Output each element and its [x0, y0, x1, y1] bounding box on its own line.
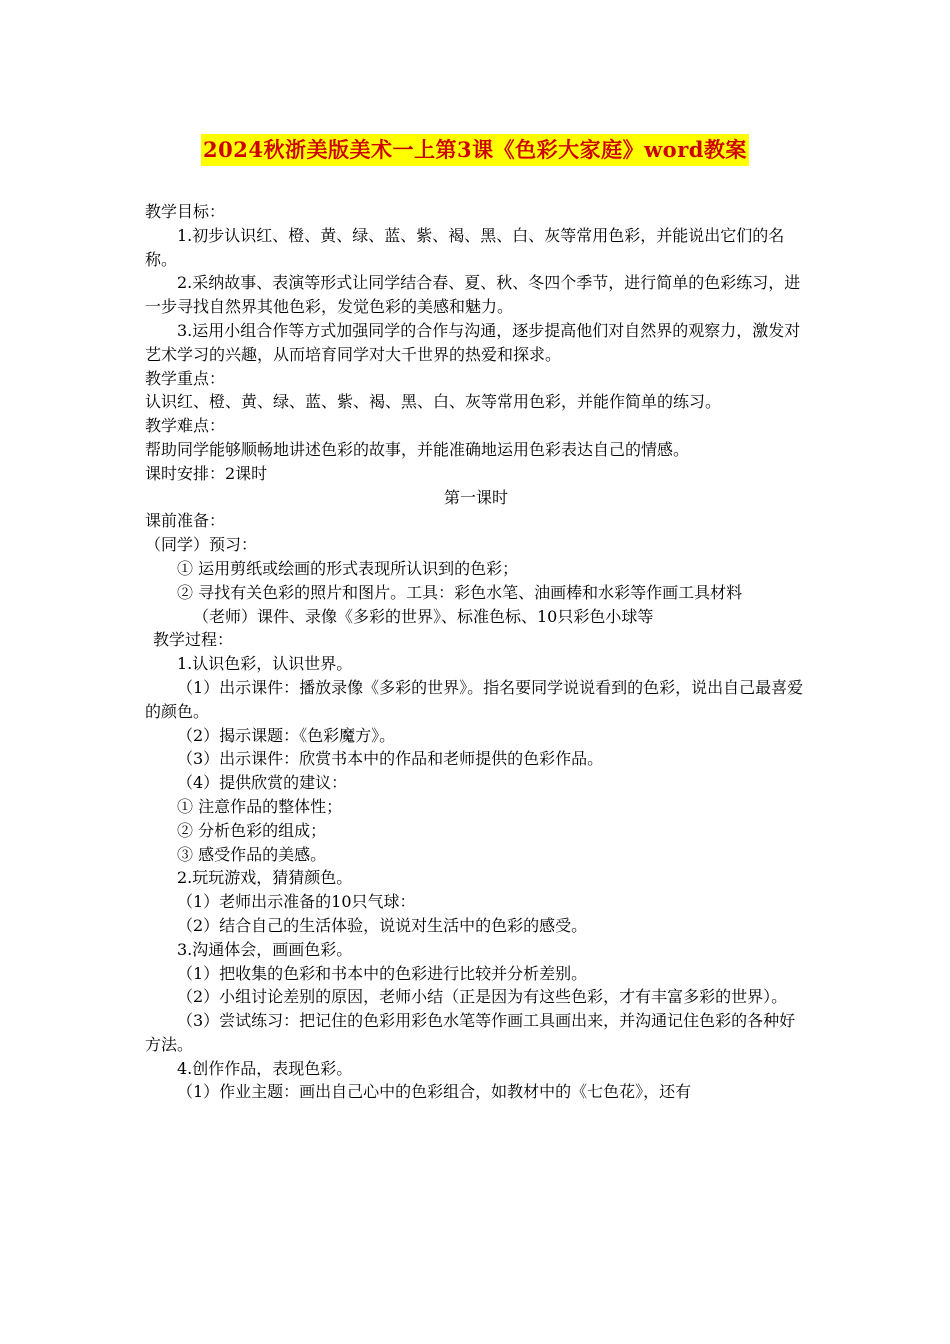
- paragraph: ② 寻找有关色彩的照片和图片。工具：彩色水笔、油画棒和水彩等作画工具材料: [177, 582, 743, 602]
- paragraph: （老师）课件、录像《多彩的世界》、标准色标、10只彩色小球等: [193, 606, 654, 626]
- document-body: [145, 200, 807, 1104]
- paragraph: 3.运用小组合作等方式加强同学的合作与沟通，逐步提高他们对自然界的观察力，激发对艺术学习的兴趣，从而培育同学对大千世界的热爱和探求。: [145, 320, 801, 364]
- paragraph: （3）尝试练习：把记住的色彩用彩色水笔等作画工具画出来，并沟通记住色彩的各种好方法。: [145, 1011, 796, 1054]
- paragraph: （1）老师出示准备的10只气球：: [177, 892, 416, 912]
- paragraph: 1.初步认识红、橙、黄、绿、蓝、紫、褐、黑、白、灰等常用色彩，并能说出它们的名称。: [145, 225, 785, 269]
- paragraph: （同学）预习：: [145, 535, 258, 555]
- paragraph: （1）出示课件：播放录像《多彩的世界》。指名要同学说说看到的色彩，说出自己最喜爱的颜色。: [145, 677, 804, 721]
- paragraph: （2）小组讨论差别的原因，老师小结（正是因为有这些色彩，才有丰富多彩的世界）。: [177, 987, 788, 1007]
- paragraph: （2）揭示课题：《色彩魔方》。: [177, 725, 396, 745]
- paragraph: 教学重点：: [145, 368, 226, 388]
- paragraph: 课时安排：2课时: [145, 463, 268, 483]
- title-wrap: [0, 134, 950, 170]
- paragraph: （4）提供欣赏的建议：: [177, 773, 348, 793]
- paragraph: 帮助同学能够顺畅地讲述色彩的故事，并能准确地运用色彩表达自己的情感。: [145, 439, 690, 459]
- paragraph: 2.玩玩游戏，猜猜颜色。: [177, 868, 353, 888]
- paragraph: 2.采纳故事、表演等形式让同学结合春、夏、秋、冬四个季节，进行简单的色彩练习，进一步寻找自然界其他色彩，发觉色彩的美感和魅力。: [145, 273, 801, 317]
- paragraph: 1.认识色彩，认识世界。: [177, 654, 353, 674]
- paragraph: 教学目标：: [145, 202, 226, 221]
- document-title: 2024秋浙美版美术一上第3课《色彩大家庭》word教案: [201, 134, 749, 166]
- paragraph: （1）把收集的色彩和书本中的色彩进行比较并分析差别。: [177, 963, 588, 983]
- paragraph: 教学难点：: [145, 416, 226, 436]
- paragraph: 教学过程：: [153, 630, 234, 650]
- paragraph: ① 运用剪纸或绘画的形式表现所认识到的色彩；: [177, 558, 519, 578]
- paragraph: ① 注意作品的整体性；: [177, 796, 343, 816]
- paragraph: ② 分析色彩的组成；: [177, 820, 327, 840]
- paragraph: （1）作业主题：画出自己心中的色彩组合，如教材中的《七色花》，还有: [177, 1082, 692, 1102]
- paragraph: （2）结合自己的生活体验，说说对生活中的色彩的感受。: [177, 915, 588, 935]
- paragraph: （3）出示课件：欣赏书本中的作品和老师提供的色彩作品。: [177, 749, 604, 769]
- paragraph: ③ 感受作品的美感。: [177, 844, 327, 864]
- paragraph: 认识红、橙、黄、绿、蓝、紫、褐、黑、白、灰等常用色彩，并能作简单的练习。: [145, 392, 722, 412]
- paragraph: 第一课时: [443, 487, 508, 507]
- paragraph: 4.创作作品，表现色彩。: [177, 1058, 353, 1078]
- paragraph: 3.沟通体会，画画色彩。: [177, 939, 353, 959]
- paragraph: 课前准备：: [145, 511, 226, 531]
